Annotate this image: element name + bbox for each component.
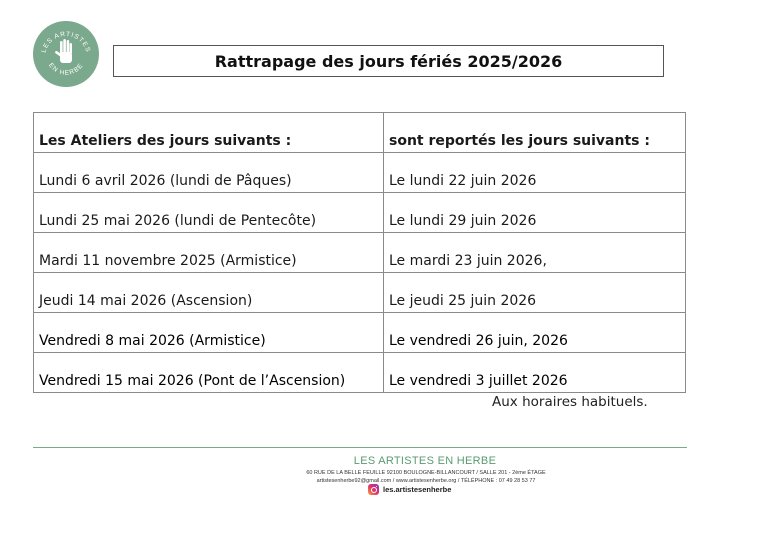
footer-address: 60 RUE DE LA BELLE FEUILLE 92100 BOULOGNE-BILLANCOURT / SALLE 201 - 2ème ÉTAGE <box>306 470 546 476</box>
original-day-cell: Jeudi 14 mai 2026 (Ascension) <box>34 273 384 313</box>
instagram-icon <box>368 484 379 495</box>
footer-divider <box>33 447 687 448</box>
svg-text:EN HERBE <box>47 62 85 77</box>
original-day-cell: Lundi 6 avril 2026 (lundi de Pâques) <box>34 153 384 193</box>
footer-contact: artistesenherbe92@gmail.com / www.artistesenherbe.org / TÉLÉPHONE : 07 49 28 53 77 <box>316 478 536 484</box>
logo-text-top: LES ARTISTES <box>40 30 92 54</box>
header-rescheduled-days: sont reportés les jours suivants : <box>384 113 686 153</box>
rescheduled-day-cell: Le lundi 29 juin 2026 <box>384 193 686 233</box>
logo <box>33 21 99 87</box>
holiday-table <box>33 112 686 393</box>
original-day-cell: Mardi 11 novembre 2025 (Armistice) <box>34 233 384 273</box>
header-original-days: Les Ateliers des jours suivants : <box>34 113 384 153</box>
svg-text:LES ARTISTES <box>40 31 91 54</box>
table-row <box>34 153 686 193</box>
rescheduled-day-cell: Le lundi 22 juin 2026 <box>384 153 686 193</box>
footer-instagram[interactable] <box>368 484 451 495</box>
rescheduled-day-cell: Le vendredi 3 juillet 2026 <box>384 353 686 393</box>
rescheduled-day-cell: Le vendredi 26 juin, 2026 <box>384 313 686 353</box>
rescheduled-day-cell: Le mardi 23 juin 2026, <box>384 233 686 273</box>
page-title: Rattrapage des jours fériés 2025/2026 <box>214 51 563 71</box>
rescheduled-day-cell: Le jeudi 25 juin 2026 <box>384 273 686 313</box>
table-row <box>34 273 686 313</box>
table-row <box>34 313 686 353</box>
table-header-row <box>34 113 686 153</box>
title-box <box>113 45 664 77</box>
instagram-handle: les.artistesenherbe <box>383 485 452 494</box>
original-day-cell: Vendredi 8 mai 2026 (Armistice) <box>34 313 384 353</box>
schedule-note: Aux horaires habituels. <box>492 394 648 410</box>
table-row <box>34 233 686 273</box>
logo-text-bottom: EN HERBE <box>47 61 85 77</box>
footer-organization-name: LES ARTISTES EN HERBE <box>353 455 497 467</box>
table-row <box>34 193 686 233</box>
table-row <box>34 353 686 393</box>
original-day-cell: Vendredi 15 mai 2026 (Pont de l’Ascension) <box>34 353 384 393</box>
original-day-cell: Lundi 25 mai 2026 (lundi de Pentecôte) <box>34 193 384 233</box>
logo-hand-icon <box>33 21 99 87</box>
